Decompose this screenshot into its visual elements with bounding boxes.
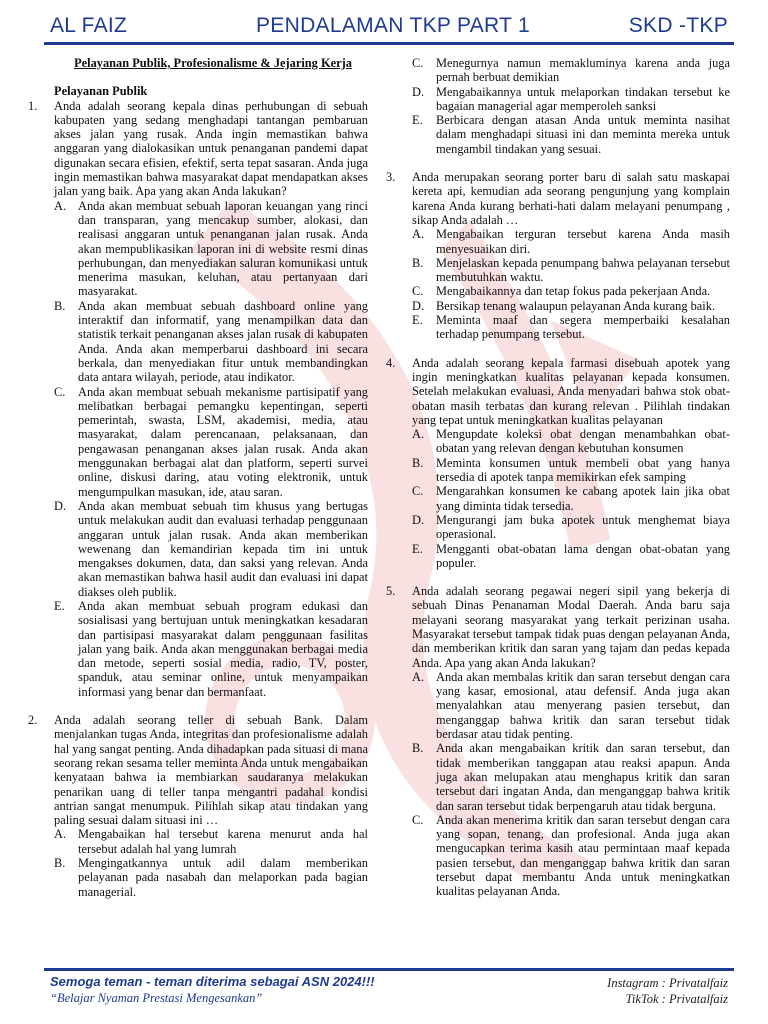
header-title: PENDALAMAN TKP PART 1: [256, 14, 530, 37]
question-4: [386, 356, 730, 570]
spacer: [386, 342, 730, 356]
option-b[interactable]: B. Mengingatkannya untuk adil dalam memberikan pelayanan pada nasabah dan melaporkan pada bagian managerial.: [54, 856, 368, 899]
subsection-title: Pelayanan Publik: [54, 84, 148, 99]
option-c[interactable]: C. Menegurnya namun memakluminya karena anda juga pernah berbuat demikian: [412, 56, 730, 85]
option-list: [412, 227, 730, 341]
question-number: 4.: [386, 355, 396, 370]
option-list: [54, 199, 368, 699]
question-5: [386, 584, 730, 899]
option-a[interactable]: A. Mengupdate koleksi obat dengan menambahkan obat-obatan yang relevan dengan kebutuhan konsumen: [412, 427, 730, 456]
option-c[interactable]: C. Mengabaikannya dan tetap fokus pada pekerjaan Anda.: [412, 284, 711, 299]
option-e[interactable]: E. Berbicara dengan atasan Anda untuk meminta nasihat dalam menghadapi situasi ini dan meminta mereka untuk mengambil tindakan yang sesuai.: [412, 113, 730, 156]
question-2: [28, 713, 368, 899]
question-text: Anda adalah seorang kepala dinas perhubungan di sebuah kabupaten yang sedang menghadapi tantangan pembaruan akses jalan yang rusak. Anda ingin memastikan bahwa anggaran yang dialokasikan untuk penanganan pandemi dapat digunakan secara efisien, efektif, serta tepat sasaran. Anda juga ingin memastikan bahwa masyarakat dapat mendapatkan akses jalan yang baik. Apa yang akan Anda lakukan?: [54, 98, 368, 199]
option-a[interactable]: A. Mengabaikan terguran tersebut karena Anda masih menyesuaikan diri.: [412, 227, 730, 256]
question-text: Anda merupakan seorang porter baru di salah satu maskapai kereta api, kemudian ada seorang pengunjung yang komplain karena Anda kurang berhati-hati dalam melayani penumpang , sikap Anda adalah …: [412, 170, 730, 227]
header-brand: AL FAIZ: [50, 14, 128, 37]
spacer: [386, 156, 730, 170]
footer-divider: [44, 968, 734, 971]
footer-tiktok[interactable]: TikTok : Privatalfaiz: [625, 992, 728, 1006]
spacer: [28, 699, 368, 713]
option-d[interactable]: D. Anda akan membuat sebuah tim khusus yang bertugas untuk melakukan audit dan evaluasi terhadap penggunaan anggaran untuk jalan rusak. Anda akan memberikan wewenang dan kemandirian kepada tim ini untuk mengakses dokumen, data, dan saksi yang relevan. Anda akan memastikan bahwa hasil audit dan evaluasi ini dapat diakses oleh publik.: [54, 498, 368, 599]
question-number: 1.: [28, 98, 38, 113]
question-number: 3.: [386, 170, 396, 185]
option-list: [412, 427, 730, 570]
footer-motto: Semoga teman - teman diterima sebagai ASN 2024!!!: [50, 974, 375, 989]
option-e[interactable]: E. Anda akan membuat sebuah program edukasi dan sosialisasi yang bertujuan untuk meningkatkan kesadaran dan partisipasi masyarakat dalam penggunaan fasilitas jalan yang baik. Anda akan menggunakan berbagai media dan metode, seperti sosial media, radio, TV, poster, spanduk, atau seminar online, untuk menyampaikan informasi yang benar dan bermanfaat.: [54, 598, 368, 699]
option-a[interactable]: A. Mengabaikan hal tersebut karena menurut anda hal tersebut adalah hal yang lumrah: [54, 827, 368, 856]
question-number: 2.: [28, 713, 38, 728]
option-b[interactable]: B. Meminta konsumen untuk membeli obat yang hanya tersedia di apotek tanpa memikirkan efek samping: [412, 455, 730, 485]
option-list: [54, 827, 368, 898]
option-c[interactable]: C. Anda akan membuat sebuah mekanisme partisipatif yang melibatkan berbagai pemangku kepentingan, seperti pemerintah, swasta, LSM, akademisi, media, atau masyarakat, dalam perencanaan, pelaksanaan, dan pengawasan penanganan akses jalan rusak. Anda akan menggunakan berbagai alat dan platform, seperti survei online, diskusi daring, atau voting elektronik, untuk mengumpulkan masukan, ide, atau saran.: [54, 384, 368, 499]
option-e[interactable]: E. Meminta maaf dan segera memperbaiki kesalahan terhadap penumpang tersebut.: [412, 313, 730, 342]
option-a[interactable]: A. Anda akan membuat sebuah laporan keuangan yang rinci dan transparan, yang mencakup sumber, alokasi, dan realisasi anggaran untuk penanganan jalan rusak. Anda akan mempublikasikan laporan ini di website resmi dinas perhubungan, dan menyediakan saluran komunikasi untuk menerima masukan, keluhan, atau pertanyaan dari masyarakat.: [54, 198, 368, 299]
question-text: Anda adalah seorang pegawai negeri sipil yang bekerja di sebuah Dinas Penanaman Modal Daerah. Anda baru saja melayani seorang masyarakat yang terkait perizinan usaha. Masyarakat tersebut tampak tidak puas dengan pelayanan Anda, dan memberikan kritik dan saran yang tajam dan pedas kepada Anda. Apa yang akan Anda lakukan?: [412, 584, 730, 670]
header-category: SKD -TKP: [628, 14, 728, 37]
question-3: [386, 170, 730, 342]
option-a[interactable]: A. Anda akan membalas kritik dan saran tersebut dengan cara yang kasar, emosional, atau defensif. Anda juga akan menyalahkan atau menyerang pasien tersebut, dan menganggap bahwa kritik dan saran tersebut tidak berdasar atau tidak penting.: [412, 669, 730, 742]
option-list: [412, 670, 730, 899]
footer-instagram[interactable]: Instagram : Privatalfaiz: [607, 976, 728, 990]
header-divider: [44, 42, 734, 45]
spacer: [386, 570, 730, 584]
option-list-continued: [412, 56, 730, 156]
option-d[interactable]: D. Bersikap tenang walaupun pelayanan Anda kurang baik.: [412, 298, 716, 313]
option-e[interactable]: E. Mengganti obat-obatan lama dengan obat-obatan yang populer.: [412, 541, 730, 570]
question-text: Anda adalah seorang kepala farmasi disebuah apotek yang ingin meningkatkan kualitas pelayanan kepada konsumen. Setelah melakukan evaluasi, Anda menyadari bahwa stok obat-obatan masih terbatas dan kurang relevan . Pilihlah tindakan yang tepat untuk meningkatkan kualitas pelayanan: [412, 355, 730, 427]
right-column: [386, 56, 730, 899]
question-text: Anda adalah seorang teller di sebuah Bank. Dalam menjalankan tugas Anda, integritas dan profesionalisme adalah hal yang sangat penting. Anda dihadapkan pada situasi di mana seorang rekan sesama teller meminta Anda untuk mengabaikan kenyataan bahwa ia membiarkan saudaranya melakukan penarikan uang di teller tanpa mengantri padahal kondisi antrian sangat menumpuk. Pilihlah sikap atau tindakan yang paling sesuai dalam situasi ini …: [54, 713, 368, 828]
page-header: [0, 0, 768, 44]
question-number: 5.: [386, 584, 396, 599]
option-b[interactable]: B. Anda akan membuat sebuah dashboard online yang interaktif dan informatif, yang menampilkan data dan statistik terkait penanganan akses jalan rusak di kabupaten Anda. Anda akan memperbarui dashboard ini secara berkala, dan menyediakan fitur untuk membandingkan data antara wilayah, periode, atau indikator.: [54, 298, 368, 385]
footer-tagline: “Belajar Nyaman Prestasi Mengesankan”: [50, 991, 263, 1005]
option-b[interactable]: B. Menjelaskan kepada penumpang bahwa pelayanan tersebut membutuhkan waktu.: [412, 255, 730, 285]
left-column: [28, 56, 368, 899]
option-c[interactable]: C. Anda akan menerima kritik dan saran tersebut dengan cara yang sopan, tenang, dan profesional. Anda juga akan mengucapkan terima kasih atau permintaan maaf kepada pasien tersebut, dan menganggap bahwa kritik dan saran tersebut dapat membantu Anda untuk meningkatkan kualitas pelayanan Anda.: [412, 812, 730, 899]
section-title: Pelayanan Publik, Profesionalisme & Jejaring Kerja: [74, 56, 352, 70]
option-d[interactable]: D. Mengabaikannya untuk melaporkan tindakan tersebut ke bagaian managerial agar memperoleh sanksi: [412, 84, 730, 113]
question-1: [28, 99, 368, 699]
option-d[interactable]: D. Mengurangi jam buka apotek untuk menghemat biaya operasional.: [412, 512, 730, 542]
option-c[interactable]: C. Mengarahkan konsumen ke cabang apotek lain jika obat yang diminta tidak tersedia.: [412, 484, 730, 513]
option-b[interactable]: B. Anda akan mengabaikan kritik dan saran tersebut, dan tidak memberikan tanggapan atau reaksi apapun. Anda juga akan melupakan atau menghapus kritik dan saran tersebut dari ingatan Anda, dan menganggap bahwa kritik dan saran tersebut tidak berpengaruh atau tidak berguna.: [412, 741, 730, 813]
